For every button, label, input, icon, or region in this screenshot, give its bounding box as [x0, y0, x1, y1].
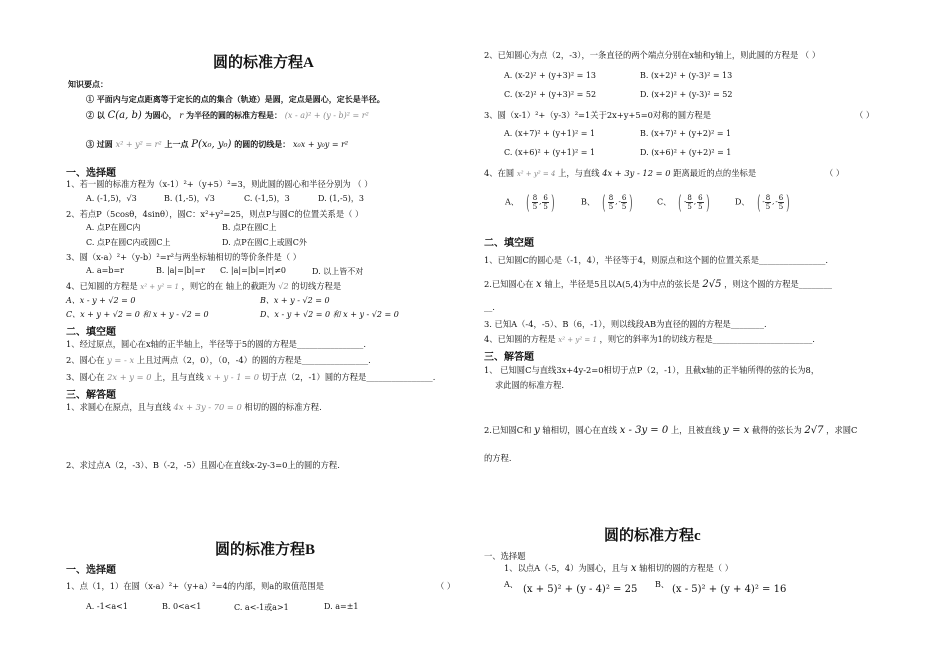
r4-mid: 上，与直线: [558, 168, 600, 178]
fill-2: [66, 354, 371, 366]
r4-circle: x² + y² = 4: [516, 170, 556, 178]
fraction-x-den: 5: [532, 202, 538, 211]
r-fill-2-mid: 轴上，半径是5且以A(5,4)为中点的弦长是: [544, 279, 700, 289]
paren-right: ): [786, 190, 790, 214]
k3-point: P(x₀, y₀): [191, 139, 232, 150]
r-fill-4-circle: x² + y² = 1: [558, 336, 597, 344]
b1-option-d: D. a=±1: [324, 602, 359, 611]
fill-2-prefix: 2、圆心在: [66, 355, 105, 365]
fraction-y-den: 5: [543, 202, 548, 211]
k3-circle: x² + y² = r²: [115, 140, 162, 149]
paren-left: (: [756, 190, 761, 214]
r-fill-2-x: x: [536, 279, 542, 290]
k3-equation: x₀x + y₀y = r²: [293, 140, 349, 149]
fill-3-line2: x + y - 1 = 0: [206, 372, 260, 382]
q4-intercept: √2: [278, 281, 289, 291]
r-fill-3: 3. 已知A（-4，-5）、B（6，-1），则以线段AB为直径的圆的方程是________.: [484, 319, 767, 329]
r4-option-c-value: [676, 190, 711, 214]
fill-3-prefix: 3、圆心在: [66, 372, 105, 382]
comma: ,: [615, 198, 618, 206]
knowledge-point-3: [86, 139, 348, 150]
c1-option-a-label: A、: [504, 580, 518, 589]
title-a: 圆的标准方程A: [213, 55, 314, 71]
answer-1-prefix: 1、求圆心在原点，且与直线: [66, 402, 171, 412]
r-answer-1: 1、 已知圆C与直线3x+4y-2=0相切于点P（2，-1），且截x轴的正半轴所得的弦的长为8，: [484, 365, 820, 375]
c-question-1: [504, 562, 733, 574]
r4-prefix: 4、在圆: [484, 168, 515, 178]
r4-option-d: [735, 190, 792, 214]
section-answer: 三、解答题: [66, 390, 116, 401]
r-question-4-paren: （ ）: [825, 168, 845, 178]
q4-circle: x² + y² = 1: [140, 283, 179, 291]
fraction-y-num: 6: [778, 193, 784, 202]
c1-option-b: (x - 5)² + (y + 4)² = 16: [672, 584, 787, 595]
r-fill-2: [484, 278, 832, 290]
r-fill-2-length: 2√5: [702, 279, 722, 290]
q1-option-d: D. (1,-5)，3: [318, 194, 364, 203]
question-2: 2、若点P（5cosθ，4sinθ），圆C：x²+y²=25，则点P与圆C的位置关系是（ ）: [66, 209, 364, 219]
r2-option-c: C. (x-2)² + (y+3)² = 52: [504, 90, 597, 99]
r2-option-a: A. (x-2)² + (y+3)² = 13: [504, 71, 596, 80]
r-answer-2-line: x - 3y = 0: [619, 425, 669, 436]
fraction-y: [618, 193, 627, 211]
r3-option-b: B. (x+7)² + (y+2)² = 1: [640, 129, 732, 138]
r-answer-2-cont: 的方程.: [484, 453, 512, 463]
r-answer-2-mid3: 截得的弦长为: [751, 425, 802, 435]
c1-option-a: (x + 5)² + (y - 4)² = 25: [523, 584, 638, 595]
r-answer-2-mid2: 上，且被直线: [670, 425, 721, 435]
q3-option-a: A. a=b=r: [86, 266, 124, 275]
fill-1: 1、经过原点，圆心在x轴的正半轴上，半径等于5的圆的方程是________________.: [66, 339, 366, 349]
paren-right: ): [705, 190, 710, 214]
r-section-answer: 三、解答题: [484, 352, 534, 363]
paren-right: ): [551, 190, 555, 214]
r2-option-d: D. (x+2)² + (y-3)² = 52: [640, 90, 733, 99]
r-answer-2-prefix: 2.已知圆C和: [484, 425, 532, 435]
fill-3-suffix: 切于点（2，-1）圆的方程是________________.: [261, 372, 436, 382]
r-fill-4-suffix: ，则它的斜率为1的切线方程是________________________.: [599, 334, 815, 344]
question-3: 3、圆（x-a）²+（y-b）²=r²与两坐标轴相切的等价条件是（ ）: [66, 252, 302, 262]
fraction-x-den: 5: [687, 202, 692, 211]
fraction-y-num: 6: [543, 193, 548, 202]
r-question-3: 3、圆（x-1）²+（y-3）²=1关于2x+y+5=0对称的圆方程是: [484, 110, 712, 120]
fraction-y-den: 5: [698, 202, 703, 211]
q2-option-c: C. 点P在圆C内或圆C上: [86, 238, 171, 247]
r-answer-1-cont: 求此圆的标准方程.: [495, 380, 565, 390]
r4-option-b-value: [600, 190, 635, 214]
r-section-fill: 二、填空题: [484, 238, 534, 249]
fraction-y: [697, 194, 703, 211]
r-question-4: [484, 167, 756, 179]
answer-1-suffix: 相切的圆的标准方程.: [244, 402, 322, 412]
fraction-y: [542, 194, 548, 211]
r4-option-a-label: A、: [505, 197, 519, 207]
q4-option-c: C、x + y + √2 = 0 和 x + y - √2 = 0: [66, 310, 209, 319]
b1-option-c: C. a<-1或a>1: [234, 603, 289, 612]
r4-option-b: [581, 190, 635, 214]
r-fill-1: 1、已知圆C的圆心是（-1，4），半径等于4，则原点和这个圆的位置关系是________________.: [484, 255, 829, 265]
fill-2-suffix: 上且过两点（2，0），（0，-4）的圆的方程是________________.: [136, 355, 371, 365]
fraction-y-sign: -: [775, 198, 778, 206]
r-fill-4: [484, 333, 815, 345]
b-question-1-paren: （ ）: [436, 581, 456, 591]
q4-option-a: A、x - y + √2 = 0: [66, 296, 136, 305]
r4-suffix: 距离最近的点的坐标是: [673, 168, 757, 178]
k3-suffix: 的圆的切线是：: [234, 139, 291, 149]
r-fill-4-prefix: 4、已知圆的方程是: [484, 334, 556, 344]
k2-suffix: 为半径的圆的标准方程是：: [186, 110, 282, 120]
r-answer-2-length: 2√7: [804, 425, 824, 436]
paren-left: (: [678, 190, 682, 214]
paren-left: (: [602, 190, 606, 214]
b-question-1: 1、点（1，1）在圆（x-a）²+（y+a）²=4的内部，则a的取值范围是: [66, 581, 325, 591]
c-section-choice: 一、选择题: [484, 551, 526, 561]
fraction-x-sign: -: [684, 198, 687, 206]
q2-option-b: B. 点P在圆C上: [222, 223, 277, 232]
fraction-y-sign: -: [618, 198, 621, 206]
fraction-y: [778, 194, 784, 211]
q3-option-c: C. |a|=|b|=|r|≠0: [220, 266, 287, 275]
q4-prefix: 4、已知圆的方程是: [66, 281, 138, 291]
q3-option-d: D. 以上皆不对: [312, 267, 364, 276]
r4-option-a-value: [524, 190, 557, 214]
r-fill-2-cont: __.: [484, 302, 495, 312]
r-fill-2-prefix: 2.已知圆心在: [484, 279, 534, 289]
r-question-2: 2、已知圆心为点（2，-3），一条直径的两个端点分别在x轴和y轴上，则此圆的方程是 （ ）: [484, 50, 821, 60]
c1-x: x: [630, 563, 637, 574]
c1-option-b-label: B、: [655, 580, 669, 589]
r4-option-d-label: D、: [735, 197, 750, 207]
fraction-y-den: 5: [621, 202, 627, 211]
r4-option-a: [505, 190, 557, 214]
comma: ,: [693, 198, 697, 206]
k2-prefix: ② 以: [86, 110, 105, 120]
paren-right: ): [629, 190, 634, 214]
q3-option-b: B. |a|=|b|=r: [156, 266, 205, 275]
title-c: 圆的标准方程c: [604, 528, 701, 544]
r-answer-2-suffix: ，求圆C: [826, 425, 858, 435]
r4-option-b-label: B、: [581, 197, 595, 207]
r3-option-d: D. (x+6)² + (y+2)² = 1: [640, 148, 732, 157]
r-question-3-paren: （ ）: [855, 110, 875, 120]
fraction-x-num: 8: [687, 193, 692, 202]
fraction-x-num: 8: [608, 193, 614, 202]
question-4: [66, 280, 341, 292]
answer-2: 2、求过点A（2，-3）、B（-2，-5）且圆心在直线x-2y-3=0上的圆的方程.: [66, 460, 340, 470]
r4-option-d-value: [755, 190, 793, 214]
section-fill: 二、填空题: [66, 327, 116, 338]
fraction-x-sign: -: [762, 198, 765, 206]
knowledge-heading: 知识要点：: [68, 79, 108, 89]
paren-left: (: [526, 190, 530, 214]
title-b: 圆的标准方程B: [215, 542, 316, 558]
q4-axis-text: 轴上的截距为: [225, 281, 276, 291]
k3-prefix: ③ 过圆: [86, 139, 113, 149]
k2-center: C(a, b): [107, 110, 142, 121]
comma: ,: [539, 198, 542, 206]
k3-mid: 上一点: [164, 139, 189, 149]
fill-3-mid: 上，且与直线: [154, 372, 204, 382]
r-answer-2-y: y: [534, 425, 540, 436]
k2-mid: 为圆心，: [144, 110, 177, 120]
fill-2-line: y = - x: [107, 355, 135, 365]
r4-line: 4x + 3y - 12 = 0: [602, 168, 671, 178]
r4-option-c-label: C、: [657, 197, 672, 207]
b1-option-b: B. 0<a<1: [162, 602, 202, 611]
answer-1: [66, 401, 322, 413]
q4-mid: ，则它的在: [181, 281, 224, 291]
b1-option-a: A. -1<a<1: [86, 602, 128, 611]
q4-option-d: D、x - y + √2 = 0 和 x + y - √2 = 0: [260, 310, 399, 319]
r2-option-b: B. (x+2)² + (y-3)² = 13: [640, 71, 733, 80]
c1-suffix: 轴相切的圆的方程是（ ）: [639, 563, 734, 573]
r3-option-a: A. (x+7)² + (y+1)² = 1: [504, 129, 596, 138]
section-choice-b: 一、选择题: [66, 565, 116, 576]
q2-option-d: D. 点P在圆C上或圆C外: [222, 238, 307, 247]
knowledge-point-2: [86, 110, 369, 121]
fraction-y-den: 5: [778, 202, 784, 211]
r4-option-c: [657, 190, 711, 214]
fraction-x-num: 8: [765, 193, 771, 202]
section-choice: 一、选择题: [66, 168, 116, 179]
q4-suffix: 的切线方程是: [291, 281, 342, 291]
k2-equation: (x - a)² + (y - b)² = r²: [284, 111, 369, 120]
r-answer-2-line2: y = x: [723, 425, 750, 436]
fraction-x-num: 8: [532, 193, 538, 202]
q1-option-c: C. (-1,5)，3: [244, 194, 290, 203]
q1-option-a: A. (-1,5)，√3: [86, 194, 137, 203]
comma: ,: [772, 198, 775, 206]
r3-option-c: C. (x+6)² + (y+1)² = 1: [504, 148, 596, 157]
r-answer-2: [484, 424, 857, 436]
question-1: 1、若一圆的标准方程为（x-1）²+（y+5）²=3，则此圆的圆心和半径分别为 （ ）: [66, 179, 373, 189]
answer-1-line: 4x + 3y - 70 = 0: [173, 402, 242, 412]
c1-prefix: 1、以点A（-5，4）为圆心，且与: [504, 563, 629, 573]
fill-3-line1: 2x + y = 0: [107, 372, 152, 382]
knowledge-point-1: ① 平面内与定点距离等于定长的点的集合（轨迹）是圆，定点是圆心，定长是半径。: [86, 94, 385, 104]
fraction-y-num: 6: [698, 193, 703, 202]
fraction-x-den: 5: [608, 202, 614, 211]
r-fill-2-suffix: ，则这个圆的方程是________: [724, 279, 832, 289]
q4-option-b: B、x + y - √2 = 0: [260, 296, 330, 305]
fraction-x-den: 5: [765, 202, 771, 211]
q1-option-b: B. (1,-5)，√3: [164, 194, 215, 203]
k2-radius: r: [179, 111, 184, 120]
fraction-y-num: 6: [621, 193, 627, 202]
r-answer-2-mid: 轴相切，圆心在直线: [542, 425, 618, 435]
q2-option-a: A. 点P在圆C内: [86, 223, 141, 232]
fill-3: [66, 371, 435, 383]
